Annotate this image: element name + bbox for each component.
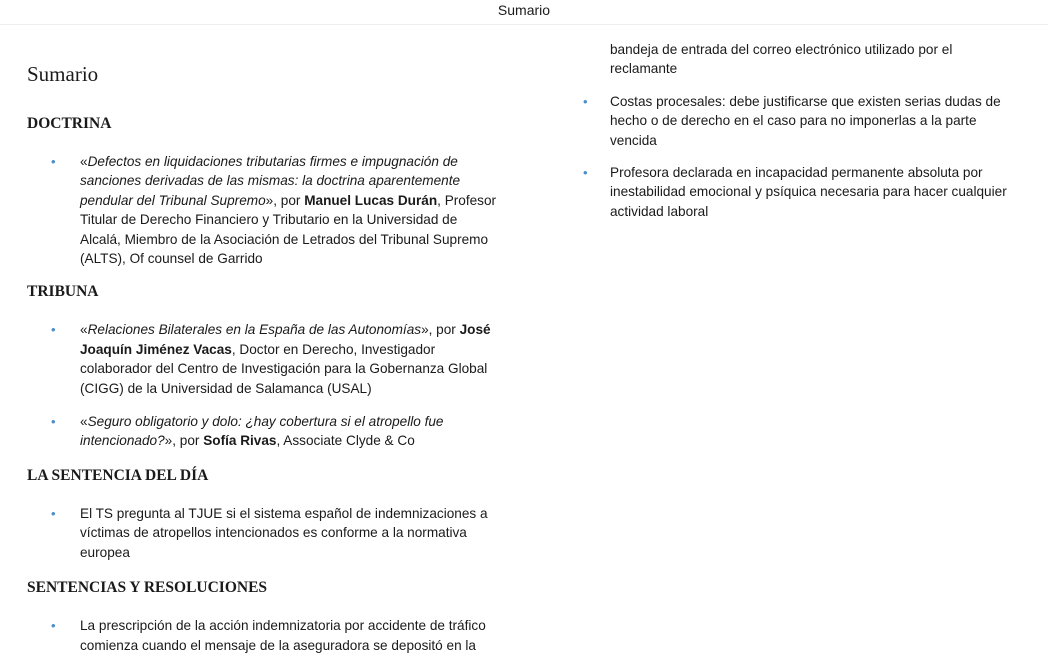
bullet-icon: • bbox=[583, 165, 588, 181]
item-text: Profesora declarada en incapacidad permanente absoluta por inestabilidad emocional y psíquica necesaria para hacer cualquier actividad laboral bbox=[610, 165, 1007, 219]
tribuna-list bbox=[27, 320, 497, 450]
summary-left-column bbox=[27, 30, 497, 655]
section-heading-sentencias-resoluciones: SENTENCIAS Y RESOLUCIONES bbox=[27, 579, 268, 597]
bullet-icon: • bbox=[51, 154, 56, 169]
doctrina-list bbox=[27, 152, 497, 268]
list-item[interactable] bbox=[27, 616, 497, 655]
item-text: El TS pregunta al TJUE si el sistema español de indemnizaciones a víctimas de atropellos intencionados es conforme a la normativa europea bbox=[80, 505, 488, 560]
bullet-icon: • bbox=[51, 505, 56, 521]
sentencia-list bbox=[27, 504, 497, 562]
resoluciones-list-continued bbox=[583, 40, 1023, 221]
list-item-continuation[interactable] bbox=[583, 40, 1023, 79]
bullet-icon: • bbox=[583, 93, 588, 109]
article-author: Manuel Lucas Durán bbox=[304, 192, 438, 208]
list-item[interactable] bbox=[27, 504, 497, 562]
bullet-icon: • bbox=[51, 322, 56, 338]
list-item[interactable]: • «Seguro obligatorio y dolo: ¿hay cobertura si el atropello fue intencionado?», por Sofía Rivas, Associate Clyde & Co bbox=[51, 414, 444, 449]
article-author: Sofía Rivas bbox=[203, 433, 277, 449]
item-text: bandeja de entrada del correo electrónico utilizado por el reclamante bbox=[610, 42, 953, 77]
list-item[interactable]: • «Relaciones Bilaterales en la España de las Autonomías», por José Joaquín Jiménez Vacas, Doctor en Derecho, Investigador colaborador del Centro de Investigación para la Gobernanza Global (CIGG) de la Universidad de Salamanca (USAL) bbox=[51, 322, 491, 396]
section-heading-sentencia-del-dia: LA SENTENCIA DEL DÍA bbox=[27, 466, 209, 484]
bullet-icon: • bbox=[51, 414, 56, 430]
bullet-icon: • bbox=[51, 618, 56, 634]
article-affiliation: , Associate Clyde & Co bbox=[276, 433, 415, 449]
article-affiliation: , Doctor en Derecho, Investigador colaborador del Centro de Investigación para la Gobernanza Global (CIGG) de la Universidad de Salamanca (USAL) bbox=[80, 341, 488, 396]
article-title: Defectos en liquidaciones tributarias firmes e impugnación de sanciones derivadas de las mismas: la doctrina aparentemente pendular del Tribunal Supremo bbox=[80, 154, 461, 208]
article-title: Relaciones Bilaterales en la España de las Autonomías bbox=[87, 322, 422, 338]
list-item[interactable] bbox=[583, 163, 1023, 221]
top-bar-title: Sumario bbox=[497, 2, 551, 18]
list-item[interactable] bbox=[583, 92, 1023, 150]
article-affiliation: , Profesor Titular de Derecho Financiero y Tributario en la Universidad de Alcalá, Miembro de la Asociación de Letrados del Tribunal Supremo (ALTS), Of counsel de Garrido bbox=[80, 192, 497, 267]
list-item[interactable]: • «Defectos en liquidaciones tributarias firmes e impugnación de sanciones derivadas de las mismas: la doctrina aparentemente pendular del Tribunal Supremo», por Manuel Lucas Durán, Profesor Titular de Derecho Financiero y Tributario en la Universidad de Alcalá, Miembro de la Asociación de Letrados del Tribunal Supremo (ALTS), Of counsel de Garrido bbox=[51, 154, 497, 267]
top-bar bbox=[0, 0, 1048, 25]
article-author: José Joaquín Jiménez Vacas bbox=[80, 322, 491, 357]
section-heading-tribuna: TRIBUNA bbox=[27, 283, 99, 301]
resoluciones-list bbox=[27, 616, 497, 655]
item-text: La prescripción de la acción indemnizatoria por accidente de tráfico comienza cuando el mensaje de la aseguradora se depositó en la bbox=[80, 618, 486, 653]
article-title: Seguro obligatorio y dolo: ¿hay cobertura si el atropello fue intencionado? bbox=[80, 414, 444, 449]
item-text: Costas procesales: debe justificarse que existen serias dudas de hecho o de derecho en el caso para no imponerlas a la parte vencida bbox=[610, 93, 1001, 148]
section-heading-doctrina: DOCTRINA bbox=[27, 115, 112, 132]
summary-right-column bbox=[583, 40, 1023, 221]
page-title: Sumario bbox=[27, 62, 99, 86]
